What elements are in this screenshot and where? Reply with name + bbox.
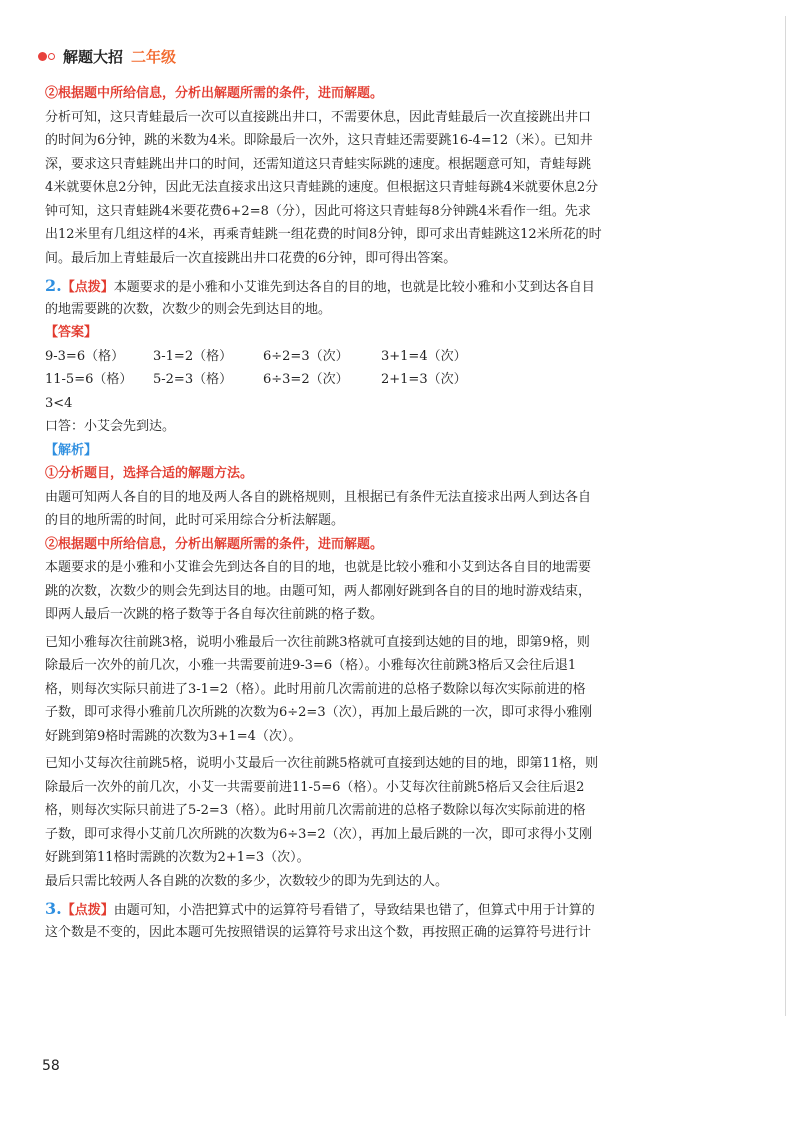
analysis-paragraph	[45, 752, 750, 870]
text-line: 钟可知，这只青蛙跳4米要花费6+2=8（分），因此可将这只青蛙每8分钟跳4米看作一组。先求	[45, 203, 591, 219]
text-line: 子数，即可求得小艾前几次所跳的次数为6÷3=2（次），再加上最后跳的一次，即可求得小艾刚	[45, 826, 593, 842]
step-heading: ②根据题中所给信息，分析出解题所需的条件，进而解题。	[45, 86, 384, 101]
comparison: 3<4	[45, 395, 73, 411]
content	[45, 82, 750, 944]
equation: 3-1=2（格）	[153, 348, 233, 364]
text-line: 4米就要休息2分钟，因此无法直接求出这只青蛙跳的速度。但根据这只青蛙每跳4米就要休息2分	[45, 180, 599, 195]
page-header	[38, 46, 176, 67]
text-line: 除最后一次外的前几次，小雅一共需要前进9-3=6（格）。小雅每次往前跳3格后又会往后退1	[45, 658, 577, 673]
text-line: 的地需要跳的次数，次数少的则会先到达目的地。	[45, 301, 332, 317]
analysis-paragraph	[45, 631, 750, 749]
reply: 口答：小艾会先到达。	[45, 419, 176, 434]
text-line: 深，要求这只青蛙跳出井口的时间，还需知道这只青蛙实际跳的速度。根据题意可知，青蛙每跳	[45, 156, 592, 172]
text-line: 除最后一次外的前几次，小艾一共需要前进11-5=6（格）。小艾每次往前跳5格后又会往后退2	[45, 779, 585, 795]
header-brand: 解题大招	[63, 48, 124, 66]
answer-row	[45, 345, 750, 369]
step-heading: ①分析题目，选择合适的解题方法。	[45, 466, 254, 481]
text-line: 已知小艾每次往前跳5格，说明小艾最后一次往前跳5格就可直接到达她的目的地，即第11格，则	[45, 756, 599, 771]
question-number: 2.	[45, 276, 62, 295]
text-line: 出12米里有几组这样的4米，再乘青蛙跳一组花费的时间8分钟，即可求出青蛙跳这12米所花的时	[45, 227, 602, 242]
equation: 5-2=3（格）	[153, 372, 233, 387]
analysis-paragraph	[45, 556, 750, 627]
equation: 2+1=3（次）	[381, 372, 467, 387]
text-line: 由题可知，小浩把算式中的运算符号看错了，导致结果也错了，但算式中用于计算的	[113, 903, 595, 918]
equation: 11-5=6（格）	[45, 372, 133, 387]
analysis-paragraph	[45, 106, 750, 271]
text-line: 好跳到第9格时需跳的次数为3+1=4（次）。	[45, 728, 302, 744]
page-number: 58	[42, 1058, 60, 1074]
text-line: 由题可知两人各自的目的地及两人各自的跳格规则，且根据已有条件无法直接求出两人到达各自	[45, 489, 592, 505]
text-line: 这个数是不变的，因此本题可先按照错误的运算符号求出这个数，再按照正确的运算符号进行计	[45, 924, 592, 940]
text-line: 子数，即可求得小雅前几次所跳的次数为6÷2=3（次），再加上最后跳的一次，即可求得小雅刚	[45, 705, 593, 720]
text-line: 格，则每次实际只前进了5-2=3（格）。此时用前几次需前进的总格子数除以每次实际前进的格	[45, 803, 586, 818]
text-line: 分析可知，这只青蛙最后一次可以直接跳出井口，不需要休息，因此青蛙最后一次直接跳出井口	[45, 109, 592, 125]
step-heading: ②根据题中所给信息，分析出解题所需的条件，进而解题。	[45, 536, 384, 552]
header-dots-icon	[38, 52, 55, 61]
answer-row	[45, 368, 750, 392]
hint-tag: 【点拨】	[61, 903, 114, 918]
text-line: 间。最后加上青蛙最后一次直接跳出井口花费的6分钟，即可得出答案。	[45, 250, 457, 266]
equation: 6÷2=3（次）	[263, 348, 349, 364]
question-2-intro	[45, 274, 750, 298]
conclusion: 最后只需比较两人各自跳的次数的多少，次数较少的即为先到达的人。	[45, 873, 449, 889]
text-line: 即两人最后一次跳的格子数等于各自每次往前跳的格子数。	[45, 607, 384, 622]
equation: 6÷3=2（次）	[263, 372, 349, 387]
text-line: 已知小雅每次往前跳3格，说明小雅最后一次往前跳3格就可直接到达她的目的地，即第9格，则	[45, 634, 590, 650]
page-edge-line	[785, 16, 786, 1016]
equation: 3+1=4（次）	[381, 348, 467, 364]
equation: 9-3=6（格）	[45, 348, 125, 364]
answer-label: 【答案】	[45, 325, 98, 340]
text-line: 跳的次数，次数少的则会先到达目的地。由题可知，两人都刚好跳到各自的目的地时游戏结束，	[45, 583, 592, 599]
text-line: 的时间为6分钟，跳的米数为4米。即除最后一次外，这只青蛙还需要跳16-4=12（米）。已知井	[45, 133, 593, 148]
analysis-label: 【解析】	[45, 442, 98, 458]
text-line: 本题要求的是小雅和小艾谁先到达各自的目的地，也就是比较小雅和小艾到达各自目	[113, 280, 595, 295]
text-line: 好跳到第11格时需跳的次数为2+1=3（次）。	[45, 850, 310, 865]
question-3-intro	[45, 897, 750, 921]
text-line: 格，则每次实际只前进了3-1=2（格）。此时用前几次需前进的总格子数除以每次实际前进的格	[45, 681, 586, 697]
text-line: 本题要求的是小雅和小艾谁会先到达各自的目的地，也就是比较小雅和小艾到达各自目的地需要	[45, 560, 592, 575]
question-number: 3.	[45, 899, 62, 918]
hint-tag: 【点拨】	[61, 280, 114, 295]
header-grade: 二年级	[131, 48, 177, 66]
text-line: 的目的地所需的时间，此时可采用综合分析法解题。	[45, 513, 345, 528]
